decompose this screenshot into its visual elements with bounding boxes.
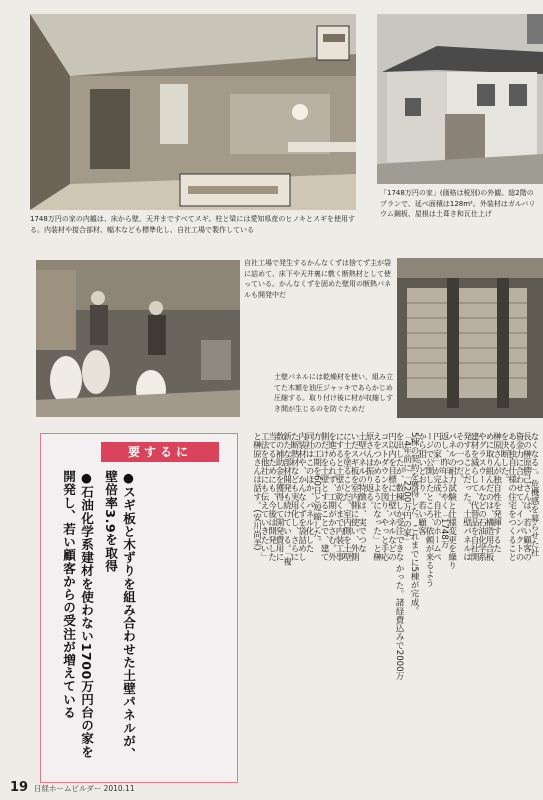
factory-caption: 自社工場で発生するかんなくずは捨てず主が袋に詰めて、床下や天井裏に敷く断熱材として使っている。かんなくずを固めた壁用の断熱パネルも開発中だ [244, 259, 391, 299]
summary-title: 要するに [101, 442, 219, 462]
body-line: にすると土壁が乾くまで内装工事 [334, 432, 344, 561]
interior-photo [30, 14, 356, 210]
panel-caption: 土壁パネルには乾燥材を使い、組み立てた木額を油圧ジャッキであらかじめ圧縮する。取り付け後に材が収縮しすき間が生じるのを防ぐためだ [274, 373, 393, 413]
body-line: 返し、昨年ようやく「1748万 [439, 432, 449, 549]
body-line: を進められず、工期がかさむ。外 [326, 432, 337, 561]
body-line: パネルの耐力試験と仕様変更を繰り [446, 432, 457, 570]
body-line: 円以内を目標に土壁パネルなどの [386, 432, 397, 561]
body-line: に土を塗ることだ。室内側を土壁 [341, 432, 352, 561]
body-line: 土壁パネルの特徴は、実でつな [356, 432, 367, 553]
body-line: えをつかめるようになった」と榊 [371, 432, 382, 561]
body-line: 円の家」が完成。自社のホームペ [431, 432, 442, 561]
body-line: 長の榊原勝己さんは、若い顧客の [521, 432, 532, 561]
body-line: を決断した。 [499, 432, 509, 484]
body-line: 内装材や、かんなくずを袋詰めし [296, 432, 307, 561]
panel-photo [397, 258, 543, 418]
body-line: た断熱材なども実用化し、さらに [289, 432, 299, 561]
page-footer [0, 762, 543, 800]
body-line: 榊原さんが独自性を発揮するた [491, 432, 502, 553]
interior-photo-graphic [30, 14, 356, 210]
body-line: コストダウンを図り、やっと手応 [379, 432, 389, 561]
body-line: 当てるためにも、今後は開発した [266, 432, 277, 561]
body-line: 資金力に合わせて、インパクトの [514, 432, 524, 561]
body-line: なくなる」。危機感を募らせた社 [529, 432, 539, 557]
exterior-photo-graphic [377, 14, 543, 184]
body-line: 数の補助金を獲得して開発費用に [274, 432, 284, 561]
body-line: その一つだ。 [454, 432, 464, 484]
body-line: めに取り組んだのは、構造用合板 [484, 432, 494, 561]
summary-box [40, 433, 238, 783]
body-line: かった。諸経費込みで2000万 [394, 563, 404, 681]
publication-name: 日経ホームビルダー 2010.11 [34, 784, 135, 793]
body-line: いだスギ板を室内側に使い、外側 [349, 432, 359, 561]
body-line: と榊原さんは話す。(安川尚美) [251, 432, 262, 551]
body-line: やグラスウールなどの石油化学系 [476, 432, 487, 561]
summary-point: ●スギ板と木ずりを組み合わせた土壁パネルが、壁倍率3.9を取得 [103, 470, 136, 761]
summary-points [59, 470, 137, 770]
body-line: 原さんは振り返る。 [364, 432, 374, 510]
exterior-photo [377, 14, 543, 184]
body-line: 方の工期を60日と短縮した。 [311, 432, 322, 547]
body-line: 工法を他社にも伝えていきたい」 [259, 432, 269, 561]
factory-photo-graphic [36, 260, 240, 417]
body-line: 5棟の契約を獲得した。これまでに5棟が完成。 [409, 432, 419, 615]
body-line: 「4年前に「2200万円の家」 [401, 432, 412, 546]
interior-caption: 1748万円の家の内観は、床から壁、天井まですべてスギ。柱と梁には愛知県産のヒノキとスギを使用する。内装材や接合部材、幅木なども標準化し、自社工場で製作している [30, 215, 356, 234]
page-number: 19 [10, 780, 29, 795]
article-body-lower [245, 432, 537, 776]
exterior-caption: 「1748万円の家」(価格は税別)の外観。総2階のプランで、延べ面積は128m²。外装材はガルバリウム鋼板、屋根は土葺き和瓦仕上げ [380, 189, 536, 218]
panel-photo-graphic [397, 258, 543, 418]
body-line: を出したが、数棟しか受注できな [394, 432, 404, 561]
body-line: 同社はこのほか、パネル化した [304, 432, 314, 553]
body-line: から狙いどおり、若い顧客 [416, 432, 427, 536]
body-line: ージで公開したところ、依頼が来るよう [424, 432, 434, 587]
factory-photo [36, 260, 240, 417]
body-line: 新たな部材開発も続けている。「複 [281, 432, 292, 566]
body-line: 発することだった。土壁パネルは [461, 432, 472, 561]
summary-point: ●石油化学系建材を使わない1700万円台の家を開発し、若い顧客からの受注が増えている [61, 470, 94, 759]
body-line: 側だけを土壁とすることで、建て [319, 432, 329, 561]
body-line: ある独自仕様の住宅をつくること [506, 432, 517, 561]
body-line: 建材を減らして、代替品を自社開 [469, 432, 479, 561]
